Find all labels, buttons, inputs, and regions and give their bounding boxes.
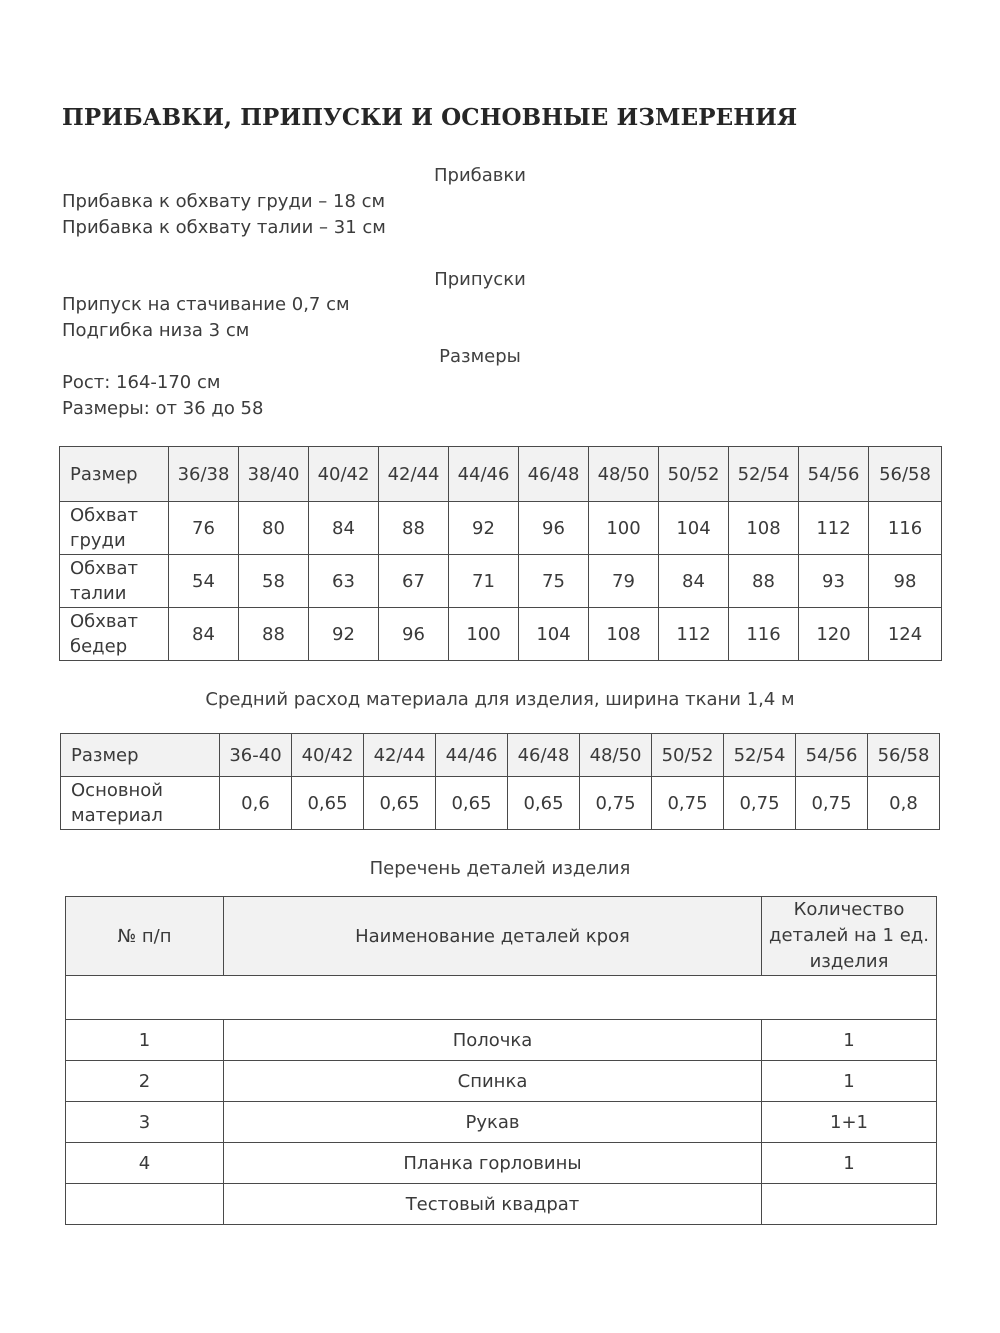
table-cell: Планка горловины	[224, 1143, 762, 1184]
empty-row-cell	[66, 976, 937, 1020]
table-header-cell: 48/50	[589, 447, 659, 502]
table-header-row	[61, 734, 940, 777]
table-cell	[762, 1184, 937, 1225]
table-header-cell: 40/42	[292, 734, 364, 777]
table-row	[60, 555, 942, 608]
table-cell: 1	[66, 1020, 224, 1061]
table-cell: 108	[589, 608, 659, 661]
table-row	[66, 1102, 937, 1143]
table-header-cell: 56/58	[869, 447, 942, 502]
table-cell: 71	[449, 555, 519, 608]
table-cell: 0,6	[220, 777, 292, 830]
table-header-cell: 40/42	[309, 447, 379, 502]
table-header-cell: 42/44	[364, 734, 436, 777]
table-cell: 84	[309, 502, 379, 555]
table-header-cell: Наименование деталей кроя	[224, 897, 762, 976]
seam-line: Подгибка низа 3 см	[62, 320, 250, 341]
table-cell: 58	[239, 555, 309, 608]
table-cell: 96	[519, 502, 589, 555]
table-cell: 63	[309, 555, 379, 608]
table-cell: 1	[762, 1020, 937, 1061]
table-cell: 2	[66, 1061, 224, 1102]
table-header-row	[66, 897, 937, 976]
table-cell	[66, 1184, 224, 1225]
table-cell: Тестовый квадрат	[224, 1184, 762, 1225]
size-line: Рост: 164-170 см	[62, 372, 221, 393]
table-header-cell: 48/50	[580, 734, 652, 777]
table-cell: 84	[169, 608, 239, 661]
table-cell: 75	[519, 555, 589, 608]
table-cell: 88	[729, 555, 799, 608]
table-cell: 88	[379, 502, 449, 555]
table-row	[66, 1020, 937, 1061]
measurements-table	[59, 446, 942, 661]
table-cell: 1	[762, 1061, 937, 1102]
table-cell: Спинка	[224, 1061, 762, 1102]
parts-table	[65, 896, 937, 1225]
table-row	[66, 1061, 937, 1102]
table-header-cell: 46/48	[508, 734, 580, 777]
table-cell: 120	[799, 608, 869, 661]
table-cell: 0,75	[796, 777, 868, 830]
table-cell: 0,65	[292, 777, 364, 830]
table-header-cell: Количество деталей на 1 ед. изделия	[762, 897, 937, 976]
table-cell: 93	[799, 555, 869, 608]
table-header-cell: 50/52	[659, 447, 729, 502]
table-cell: 98	[869, 555, 942, 608]
material-table	[60, 733, 940, 830]
table-header-cell: 42/44	[379, 447, 449, 502]
table-cell: 67	[379, 555, 449, 608]
table-cell: 0,75	[652, 777, 724, 830]
row-label: Обхват груди	[60, 502, 169, 555]
table-cell: 80	[239, 502, 309, 555]
parts-heading: Перечень деталей изделия	[369, 858, 631, 879]
row-label: Основной материал	[61, 777, 220, 830]
row-label: Обхват бедер	[60, 608, 169, 661]
table-header-cell: 44/46	[449, 447, 519, 502]
table-row	[66, 976, 937, 1020]
table-cell: 96	[379, 608, 449, 661]
table-cell: 124	[869, 608, 942, 661]
table-cell: 108	[729, 502, 799, 555]
table-cell: 104	[519, 608, 589, 661]
table-cell: Полочка	[224, 1020, 762, 1061]
table-cell: 92	[449, 502, 519, 555]
table-cell: 3	[66, 1102, 224, 1143]
table-row	[61, 777, 940, 830]
table-header-cell: 38/40	[239, 447, 309, 502]
table-cell: 88	[239, 608, 309, 661]
table-cell: 0,65	[364, 777, 436, 830]
table-cell: 1	[762, 1143, 937, 1184]
material-heading: Средний расход материала для изделия, ширина ткани 1,4 м	[205, 689, 795, 710]
size-line: Размеры: от 36 до 58	[62, 398, 264, 419]
table-header-cell: Размер	[61, 734, 220, 777]
table-header-cell: 52/54	[724, 734, 796, 777]
table-header-cell: 36-40	[220, 734, 292, 777]
table-header-cell: 36/38	[169, 447, 239, 502]
table-header-cell: 56/58	[868, 734, 940, 777]
table-row	[60, 608, 942, 661]
table-cell: 112	[799, 502, 869, 555]
table-cell: 54	[169, 555, 239, 608]
allowances-heading: Прибавки	[434, 165, 526, 186]
table-cell: 1+1	[762, 1102, 937, 1143]
table-cell: 76	[169, 502, 239, 555]
table-cell: 112	[659, 608, 729, 661]
table-cell: 116	[729, 608, 799, 661]
table-header-cell: 46/48	[519, 447, 589, 502]
table-cell: 0,65	[508, 777, 580, 830]
table-row	[66, 1143, 937, 1184]
table-header-cell: 44/46	[436, 734, 508, 777]
allowance-line: Прибавка к обхвату груди – 18 см	[62, 191, 386, 212]
table-header-cell: 54/56	[799, 447, 869, 502]
row-label: Обхват талии	[60, 555, 169, 608]
table-cell: 100	[449, 608, 519, 661]
table-header-cell: 52/54	[729, 447, 799, 502]
table-cell: 84	[659, 555, 729, 608]
table-cell: 79	[589, 555, 659, 608]
table-row	[60, 502, 942, 555]
table-cell: 0,65	[436, 777, 508, 830]
table-header-cell: № п/п	[66, 897, 224, 976]
table-header-cell: 54/56	[796, 734, 868, 777]
page-title: ПРИБАВКИ, ПРИПУСКИ И ОСНОВНЫЕ ИЗМЕРЕНИЯ	[62, 104, 798, 131]
table-header-row	[60, 447, 942, 502]
table-cell: 92	[309, 608, 379, 661]
seams-heading: Припуски	[434, 269, 526, 290]
allowance-line: Прибавка к обхвату талии – 31 см	[62, 217, 386, 238]
table-cell: 116	[869, 502, 942, 555]
sizes-heading: Размеры	[439, 346, 521, 367]
table-cell: 0,75	[580, 777, 652, 830]
table-header-cell: Размер	[60, 447, 169, 502]
table-cell: 0,8	[868, 777, 940, 830]
table-cell: Рукав	[224, 1102, 762, 1143]
table-cell: 4	[66, 1143, 224, 1184]
table-header-cell: 50/52	[652, 734, 724, 777]
table-cell: 100	[589, 502, 659, 555]
table-cell: 104	[659, 502, 729, 555]
table-cell: 0,75	[724, 777, 796, 830]
seam-line: Припуск на стачивание 0,7 см	[62, 294, 350, 315]
table-row	[66, 1184, 937, 1225]
